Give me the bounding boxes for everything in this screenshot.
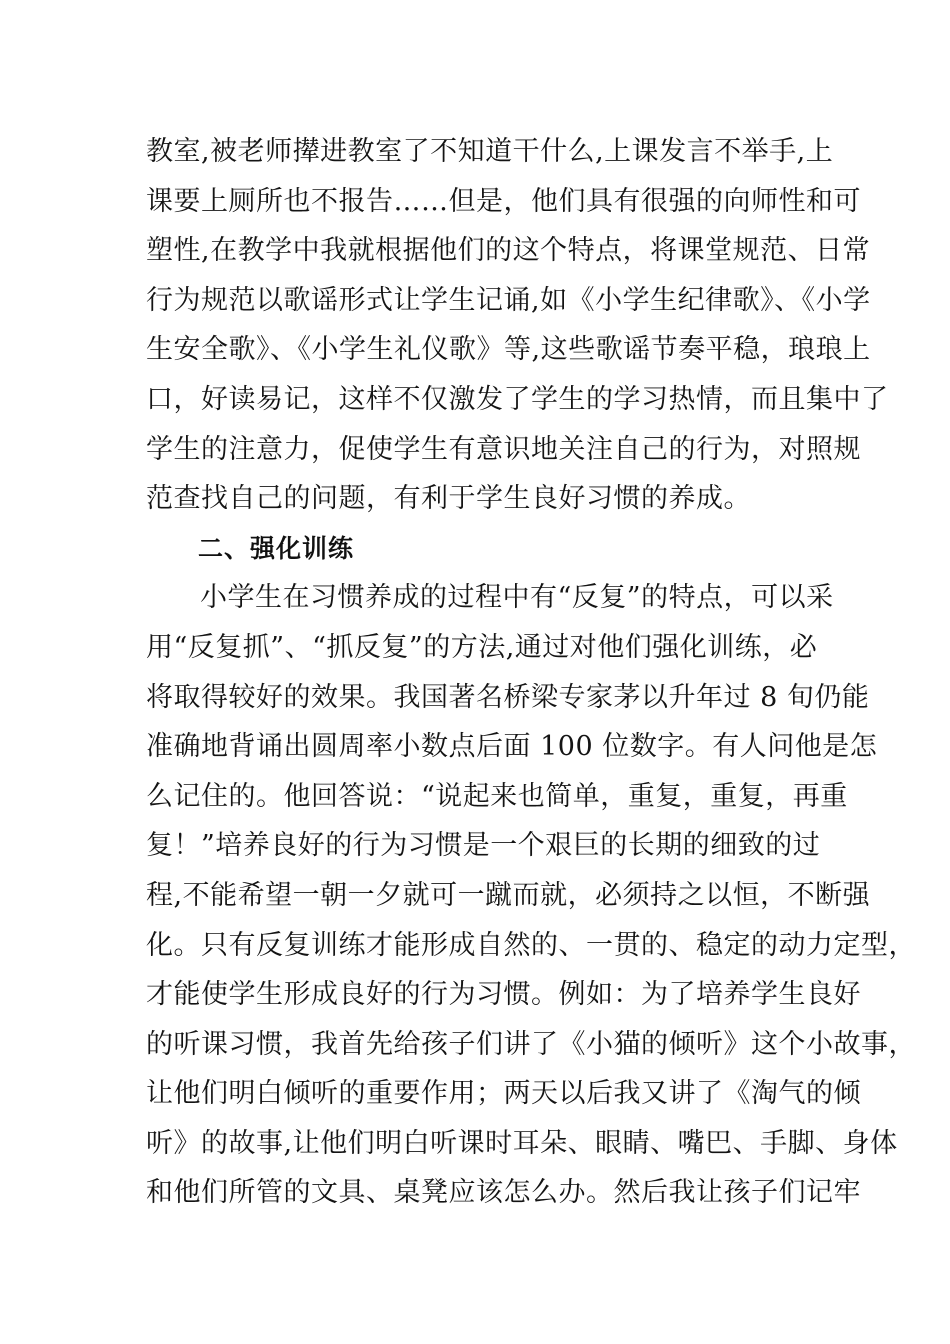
paragraph-line: 小学生在习惯养成的过程中有“反复”的特点，可以采	[200, 582, 834, 614]
section-heading: 二、强化训练	[198, 533, 355, 563]
paragraph-line: 口，好读易记，这样不仅激发了学生的学习热情，而且集中了	[146, 383, 889, 415]
document-body	[146, 127, 916, 1218]
paragraph-line: 生安全歌》、《小学生礼仪歌》等,这些歌谣节奏平稳，琅琅上	[146, 334, 871, 366]
paragraph-line: 才能使学生形成良好的行为习惯。例如：为了培养学生良好	[146, 979, 861, 1011]
paragraph-line: 教室,被老师撵进教室了不知道干什么,上课发言不举手,上	[146, 136, 834, 167]
paragraph-line: 听》的故事,让他们明白听课时耳朵、眼睛、嘴巴、手脚、身体	[146, 1127, 898, 1159]
paragraph-line: 塑性,在教学中我就根据他们的这个特点，将课堂规范、日常	[146, 235, 871, 267]
paragraph-line: 和他们所管的文具、桌凳应该怎么办。然后我让孩子们记牢	[146, 1177, 861, 1209]
paragraph-line: 学生的注意力，促使学生有意识地关注自己的行为，对照规	[146, 433, 861, 465]
paragraph-line: 让他们明白倾听的重要作用；两天以后我又讲了《淘气的倾	[146, 1078, 861, 1110]
paragraph-line: 用“反复抓”、“抓反复”的方法,通过对他们强化训练，必	[146, 631, 818, 663]
paragraph-line: 程,不能希望一朝一夕就可一蹴而就，必须持之以恒，不断强	[146, 879, 871, 911]
paragraph-line: 化。只有反复训练才能形成自然的、一贯的、稳定的动力定型，	[146, 929, 916, 961]
paragraph-line: 么记住的。他回答说：“说起来也简单，重复，重复，再重	[146, 780, 848, 812]
paragraph-line: 的听课习惯，我首先给孩子们讲了《小猫的倾听》这个小故事，	[146, 1028, 916, 1060]
paragraph-line: 准确地背诵出圆周率小数点后面 100 位数字。有人问他是怎	[146, 731, 878, 763]
paragraph-line: 范查找自己的问题，有利于学生良好习惯的养成。	[146, 483, 751, 515]
paragraph-line: 行为规范以歌谣形式让学生记诵,如《小学生纪律歌》、《小学	[146, 284, 871, 316]
paragraph-line: 课要上厕所也不报告……但是，他们具有很强的向师性和可	[146, 185, 861, 217]
paragraph-line: 将取得较好的效果。我国著名桥梁专家茅以升年过 8 旬仍能	[146, 681, 870, 713]
paragraph-line: 复！”培养良好的行为习惯是一个艰巨的长期的细致的过	[146, 830, 821, 862]
